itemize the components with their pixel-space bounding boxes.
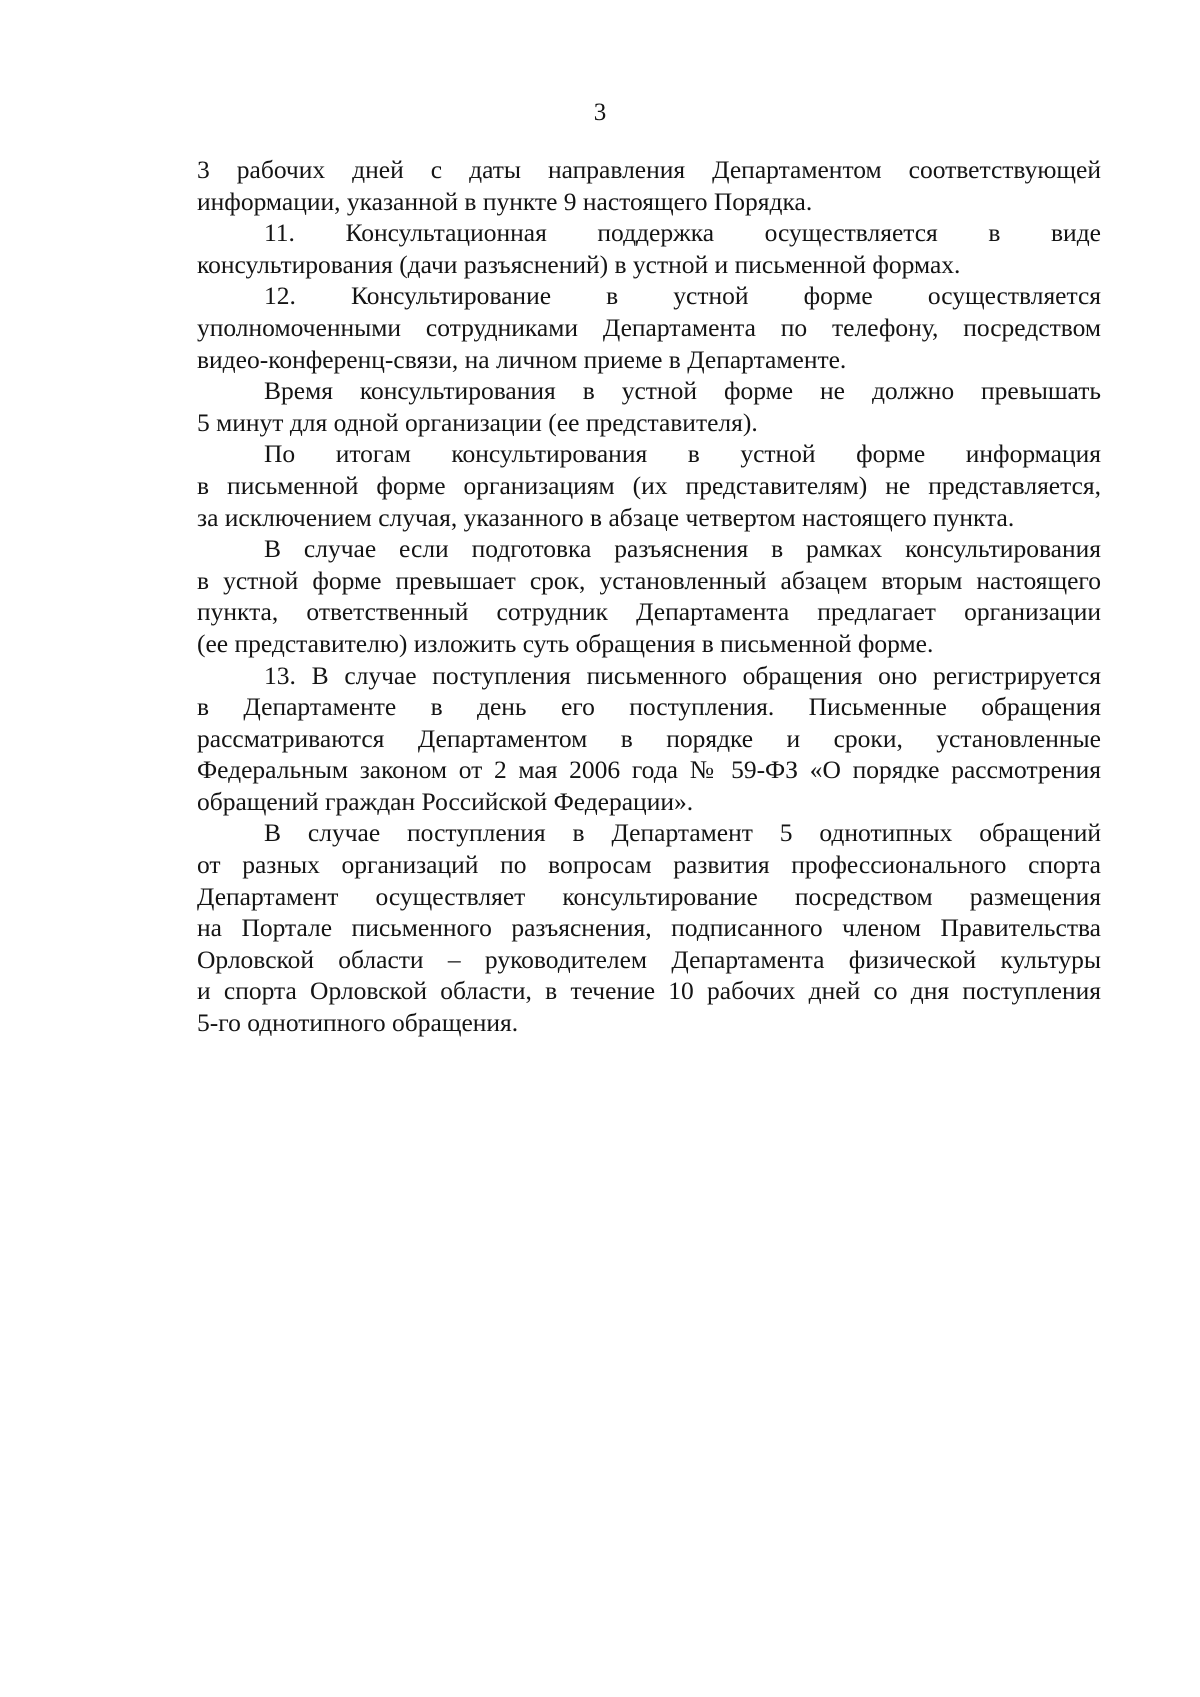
- paragraph-line: уполномоченными сотрудниками Департамента по телефону, посредством: [197, 312, 1101, 342]
- page-number: 3: [593, 99, 607, 126]
- paragraph-line: видео-конференц-связи, на личном приеме в Департаменте.: [197, 344, 847, 374]
- paragraph-line: Федеральным законом от 2 мая 2006 года № 59-ФЗ «О порядке рассмотрения: [197, 755, 1101, 785]
- paragraph-item-12-results: [197, 438, 1101, 533]
- paragraph-line: обращений граждан Российской Федерации».: [197, 786, 694, 816]
- paragraph-line: в устной форме превышает срок, установленный абзацем вторым настоящего: [197, 565, 1101, 595]
- paragraph-item-13-same-type: [197, 817, 1101, 1038]
- paragraph-line: 5-го однотипного обращения.: [197, 1008, 519, 1038]
- paragraph-line: на Портале письменного разъяснения, подписанного членом Правительства: [197, 913, 1101, 943]
- paragraph-line: Орловской области – руководителем Департамента физической культуры: [197, 944, 1101, 974]
- paragraph-line: Время консультирования в устной форме не должно превышать: [264, 376, 1101, 406]
- paragraph-line: консультирования (дачи разъяснений) в устной и письменной формах.: [197, 249, 961, 279]
- paragraph-line: пункта, ответственный сотрудник Департамента предлагает организации: [197, 597, 1101, 627]
- paragraph-line: от разных организаций по вопросам развития профессионального спорта: [197, 850, 1101, 880]
- paragraph-line: за исключением случая, указанного в абзаце четвертом настоящего пункта.: [197, 502, 1015, 532]
- paragraph-line: По итогам консультирования в устной форме информация: [264, 439, 1101, 469]
- paragraph-line: в письменной форме организациям (их представителям) не представляется,: [197, 470, 1101, 500]
- paragraph-item-13: [197, 660, 1101, 818]
- paragraph-line: (ее представителю) изложить суть обращения в письменной форме.: [197, 628, 934, 658]
- paragraph-item-12-time: [197, 375, 1101, 438]
- paragraph-line: 13. В случае поступления письменного обращения оно регистрируется: [264, 660, 1101, 690]
- paragraph-item-12: [197, 280, 1101, 375]
- paragraph-continuation: [197, 154, 1101, 217]
- paragraph-line: В случае поступления в Департамент 5 однотипных обращений: [264, 818, 1101, 848]
- paragraph-line: 3 рабочих дней с даты направления Департаментом соответствующей: [197, 155, 1101, 184]
- paragraph-line: и спорта Орловской области, в течение 10 рабочих дней со дня поступления: [197, 976, 1101, 1006]
- paragraph-item-12-exception: [197, 533, 1101, 659]
- paragraph-line: 12. Консультирование в устной форме осуществляется: [264, 281, 1101, 311]
- paragraph-line: 11. Консультационная поддержка осуществляется в виде: [264, 218, 1101, 248]
- paragraph-line: в Департаменте в день его поступления. Письменные обращения: [197, 692, 1101, 722]
- paragraph-line: 5 минут для одной организации (ее представителя).: [197, 407, 758, 437]
- paragraph-line: В случае если подготовка разъяснения в рамках консультирования: [264, 534, 1101, 564]
- paragraph-line: информации, указанной в пункте 9 настоящего Порядка.: [197, 186, 813, 216]
- paragraph-line: Департамент осуществляет консультирование посредством размещения: [197, 881, 1101, 911]
- paragraph-item-11: [197, 217, 1101, 280]
- paragraph-line: рассматриваются Департаментом в порядке и сроки, установленные: [197, 723, 1101, 753]
- document-body: [197, 154, 1101, 1039]
